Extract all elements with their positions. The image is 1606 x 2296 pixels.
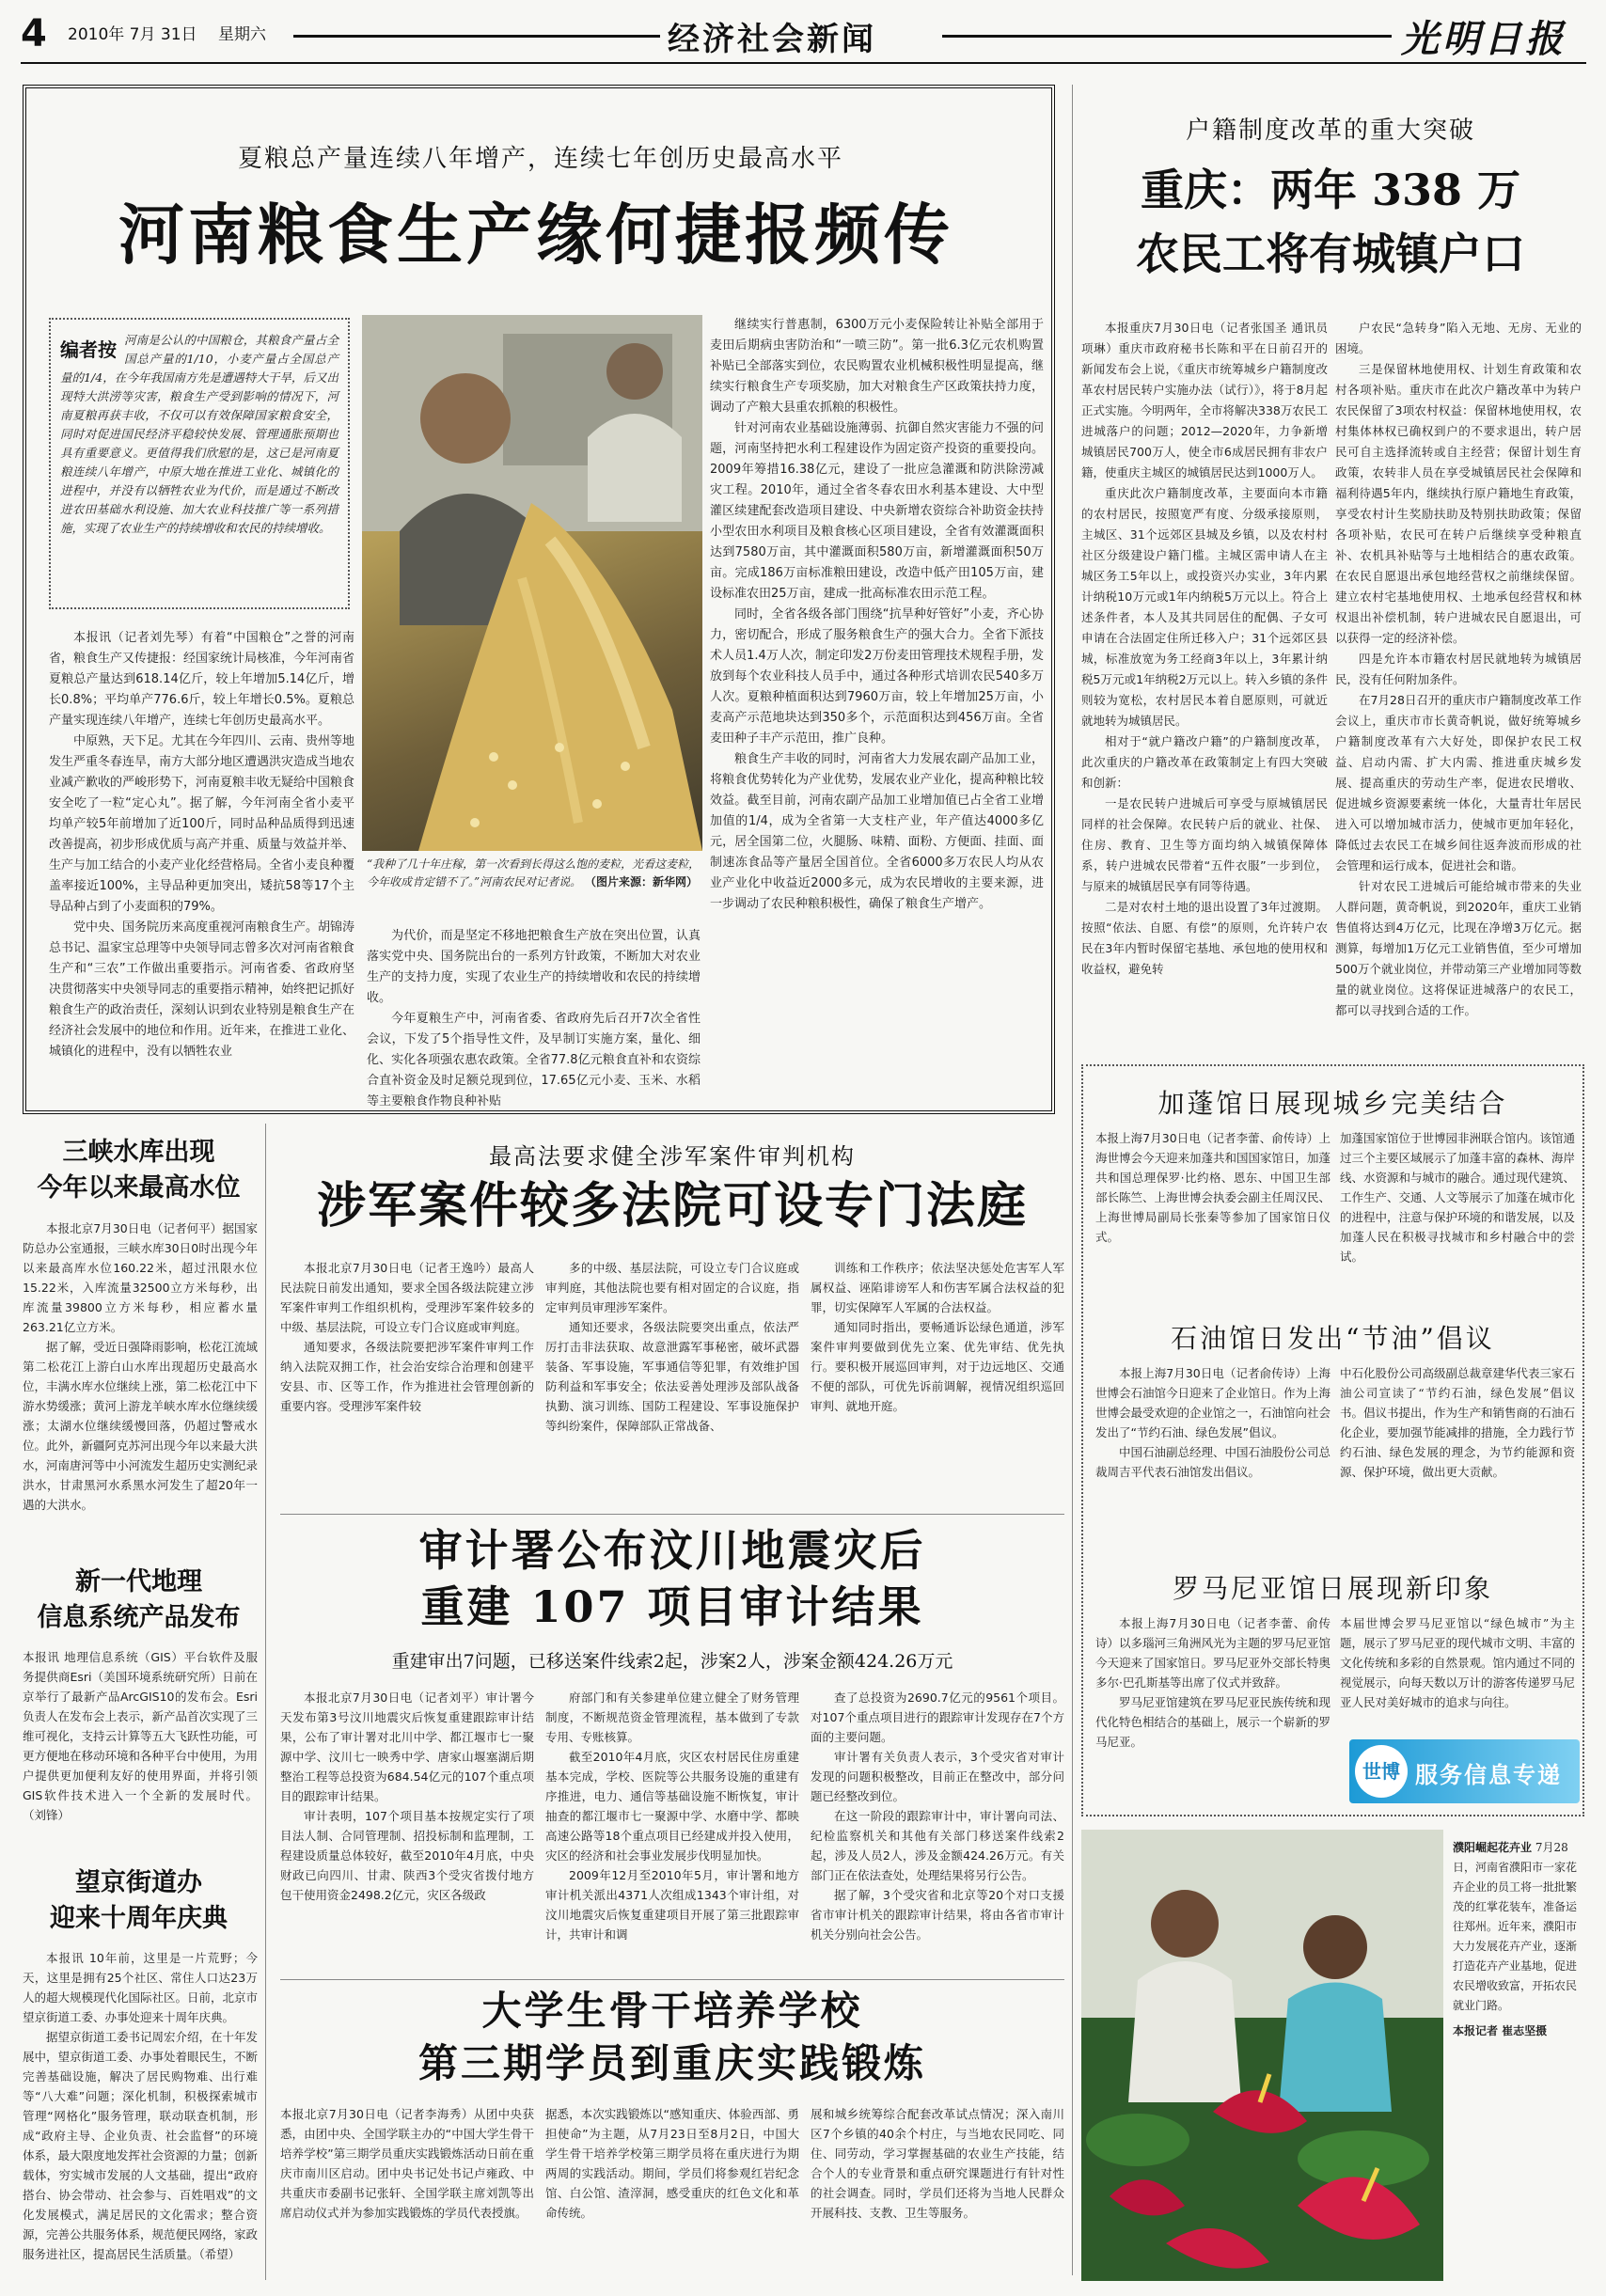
paragraph: 审计表明，107个项目基本按规定实行了项目法人制、合同管理制、招投标制和监理制，工程建设质量总体较好，截至2010年4月底，中央财政已向四川、甘肃、陕西3个受灾省拨付地方包干使用资金2498.2亿元，灾区各级政 xyxy=(280,1809,534,1902)
lead-photo-credit: （图片来源：新华网） xyxy=(584,875,698,889)
paragraph: 在7月28日召开的重庆市户籍制度改革工作会议上，重庆市市长黄奇帆说，做好统筹城乡户籍制度改革有六大好处，即保护农民工权益、启动内需、扩大内需、推进重庆城乡发展、提高重庆的劳动生产率，促进农民增收、促进城乡资源要素统一体化，大量青壮年居民进入可以增加城市活力，使城市更加年轻化，降低过去农民工在城乡间往返奔波而形成的社会管理和运行成本，促进社会和谐。 xyxy=(1335,693,1582,873)
sanxia-headline-2: 今年以来最高水位 xyxy=(37,1173,241,1203)
paragraph: 罗马尼亚馆建筑在罗马尼亚民族传统和现代化特色相结合的基础上，展示一个崭新的罗马尼亚。 xyxy=(1095,1695,1331,1749)
page-number: 4 xyxy=(21,12,47,55)
court-headline: 涉军案件较多法院可设专门法庭 xyxy=(316,1177,1028,1234)
flower-workers-illustration xyxy=(1081,1830,1443,2281)
chongqing-col-2 xyxy=(1335,318,1582,1044)
paragraph: 本报北京7月30日电（记者何平）据国家防总办公室通报，三峡水库30日0时出现今年以来最高库水位160.22米，超过汛限水位15.22米，入库流量32500立方米每秒，出库流量39800立方米每秒，相应蓄水量263.21亿立方米。 xyxy=(23,1221,258,1334)
paragraph: 相对于“就户籍改户籍”的户籍制度改革，此次重庆的户籍改革在政策制定上有四大突破和创新： xyxy=(1081,734,1328,790)
paragraph: 继续实行普惠制，6300万元小麦保险转让补贴全部用于麦田后期病虫害防治和“一喷三防”。第一批6.3亿元农机购置补贴已全部落实到位，农民购置农业机械积极性明显提高，继续实行粮食生产专项奖励，加大对粮食生产区政策扶持力度，调动了产粮大县重农抓粮的积极性。 xyxy=(710,318,1044,415)
flower-caption xyxy=(1453,1838,1584,2271)
chongqing-kicker: 户籍制度改革的重大突破 xyxy=(1185,117,1475,145)
audit-bottom-rule xyxy=(280,1979,1064,1980)
lead-col-2 xyxy=(367,926,701,1109)
paragraph: 中国石油副总经理、中国石油股份公司总裁周吉平代表石油馆发出倡议。 xyxy=(1095,1445,1331,1479)
lead-photo xyxy=(362,315,702,851)
expo-logo-icon xyxy=(1355,1745,1408,1798)
right-column-divider xyxy=(1072,85,1073,2275)
farmer-illustration xyxy=(362,315,702,851)
issue-date: 2010年 7月 31日 xyxy=(68,25,197,44)
paragraph: 本报讯 10年前，这里是一片荒野；今天，这里是拥有25个社区、常住人口达23万人的超大规模现代化国际社区。日前，北京市望京街道工委、办事处迎来十周年庆典。 xyxy=(23,1951,259,2024)
audit-col-3 xyxy=(811,1688,1064,1970)
paragraph: 二是对农村土地的退出设置了3年过渡期。按照“依法、自愿、有偿”的原则，允许转户农民在3年内暂时保留宅基地、承包地的使用权和收益权，避免转 xyxy=(1081,900,1328,976)
lead-kicker: 夏粮总产量连续八年增产，连续七年创历史最高水平 xyxy=(237,145,843,173)
students-headline-2: 第三期学员到重庆实践锻炼 xyxy=(417,2040,926,2086)
expo3-col-2: 本届世博会罗马尼亚馆以“绿色城市”为主题，展示了罗马尼亚的现代城市文明、丰富的文化传统和多彩的自然景观。馆内通过不同的视觉展示，向每天数以万计的游客传递罗马尼亚人民对美好城市的追求与向往。 xyxy=(1340,1616,1576,1709)
chongqing-headline-1: 重庆：两年 338 万 xyxy=(1140,165,1521,215)
students-col-2: 据悉，本次实践锻炼以“感知重庆、体验西部、勇担使命”为主题，从7月23日至8月2日，中国大学生骨干培养学校第三期学员将在重庆进行为期两周的实践活动。期间，学员们将参观红岩纪念馆、白公馆、渣滓洞，感受重庆的红色文化和革命传统。 xyxy=(545,2107,799,2220)
paragraph: 一是农民转户进城后可享受与原城镇居民同样的社会保障。农民转户后的就业、社保、住房、教育、卫生等方面均纳入城镇保障体系，转户进城农民带着“五件衣服”一步到位，与原来的城镇居民享有同等待遇。 xyxy=(1081,796,1328,893)
expo3-col-1 xyxy=(1095,1613,1330,1806)
chongqing-headline-2: 农民工将有城镇户口 xyxy=(1136,228,1525,279)
paragraph: 审计署有关负责人表示，3个受灾省对审计发现的问题积极整改，目前正在整改中，部分问题已经整改到位。 xyxy=(811,1750,1064,1803)
chongqing-col-1 xyxy=(1081,318,1328,1044)
lead-headline: 河南粮食生产缘何捷报频传 xyxy=(118,196,953,274)
expo1-col-1: 本报上海7月30日电（记者李蕾、俞传诗）上海世博会今天迎来加蓬共和国国家馆日，加蓬共和国总理保罗·比约格、恩东、中国卫生部部长陈竺、上海世博会执委会副主任周汉民、上海世博局副局长张秦等参加了国家馆日仪式。 xyxy=(1095,1131,1331,1244)
expo-promo-badge[interactable] xyxy=(1349,1739,1580,1803)
editor-note-label: 编者按 xyxy=(60,338,117,361)
gis-headline-1: 新一代地理 xyxy=(75,1567,202,1596)
students-col-3: 展和城乡统筹综合配套改革试点情况；深入南川区7个乡镇的40余个村庄，与当地农民同吃、同住、同劳动，学习掌握基础的农业生产技能，结合个人的专业背景和重点研究课题进行有针对性的社会调查。同时，学员们还将为当地人民群众开展科技、支教、卫生等服务。 xyxy=(811,2107,1064,2220)
paragraph: 粮食生产丰收的同时，河南省大力发展农副产品加工业，将粮食优势转化为产业优势，发展农业产业化，提高种粮比较效益。截至目前，河南农副产品加工业增加值已占全省工业增加值的1/4，成为全省第一大支柱产业，年产值达4000多亿元，居全国第二位，火腿肠、味精、面粉、方便面、挂面、面制速冻食品等产量居全国首位。全省6000多万农民人均从农业产业化中收益近2000多元，成为农民增收的主要来源，进一步调动了农民种粮积极性，确保了粮食生产增产。 xyxy=(710,752,1044,911)
paragraph: 通知同时指出，要畅通诉讼绿色通道，涉军案件审判要做到优先立案、优先审结、优先执行。要积极开展巡回审判，对于边远地区、交通不便的部队，可优先诉前调解，视情况组织巡回审判、就地开庭。 xyxy=(811,1320,1064,1413)
audit-headline-2: 重建 107 项目审计结果 xyxy=(420,1581,924,1632)
paragraph: 查了总投资为2690.7亿元的9561个项目。对107个重点项目进行的跟踪审计发现存在7个方面的主要问题。 xyxy=(811,1691,1064,1744)
editor-note-box xyxy=(49,318,350,609)
sanxia-body xyxy=(23,1219,258,1557)
court-col-1 xyxy=(280,1258,534,1502)
students-col-1: 本报北京7月30日电（记者李海秀）从团中央获悉，由团中央、全国学联主办的“中国大学生骨干培养学校”第三期学员重庆实践锻炼活动日前在重庆市南川区启动。团中央书记处书记卢雍政、中共重庆市委副书记张轩、全国学联主席刘凯等出席启动仪式并为参加实践锻炼的学员代表授旗。 xyxy=(280,2107,534,2220)
paragraph: 针对河南农业基础设施薄弱、抗御自然灾害能力不强的问题，河南坚持把水利工程建设作为固定资产投资的重要投向。2009年筹措16.38亿元，建设了一批应急灌溉和防洪除涝减灾工程。2010年，通过全省冬春农田水利基本建设、大中型灌区续建配套改造项目建设、中央新增农资综合补助资金扶持小型农田水利项目及粮食核心区项目建设，全省有效灌溉面积达到7580万亩，其中灌溉面积580万亩，新增灌溉面积50万亩。完成186万亩标准粮田建设，改造中低产田105万亩，建设标准农田25万亩，建成一批高标准农田示范工程。 xyxy=(710,421,1044,601)
paragraph: 四是允许本市籍农村居民就地转为城镇居民，没有任何附加条件。 xyxy=(1335,652,1582,686)
court-bottom-rule xyxy=(280,1514,1064,1515)
paragraph: 中原熟，天下足。尤其在今年四川、云南、贵州等地发生严重冬春连旱，南方大部分地区遭遇洪灾造成当地农业减产歉收的严峻形势下，河南夏粮丰收无疑给中国粮食安全吃了一粒“定心丸”。据了解，今年河南全省小麦平均单产较5年前增加了近100斤，同时品种品质得到迅速改善提高，初步形成优质与高产并重、质量与效益并举、生产与加工结合的小麦产业化经营格局。全省小麦良种覆盖率接近100%，主导品种更加突出，矮抗58等17个主导品种占到了小麦面积的79%。 xyxy=(49,734,355,914)
paragraph: 针对农民工进城后可能给城市带来的失业人群问题，黄奇帆说，到2020年，重庆工业销售值将达到4万亿元，比现在净增3万亿元。据测算，每增加1万亿元工业销售值，至少可增加500万个就业岗位，并带动第三产业增加同等数量的就业岗位。这将保证进城落户的农民工，都可以寻找到合适的工作。 xyxy=(1335,879,1582,1017)
expo-logo-text: 世博 xyxy=(1362,1760,1400,1783)
audit-col-2 xyxy=(545,1688,799,1970)
paragraph: 今年夏粮生产中，河南省委、省政府先后召开7次全省性会议，下发了5个指导性文件，及早制订实施方案，量化、细化、实化各项强农惠农政策。全省77.8亿元粮食直补和农资综合直补资金及时足额兑现到位，17.65亿元小麦、玉米、水稻等主要粮食作物良种补贴 xyxy=(367,1012,701,1109)
paragraph: 三是保留林地使用权、计划生育政策和农村各项补贴。重庆市在此次户籍改革中为转户农民保留了3项农村权益：保留林地使用权，农村集体林权已确权到户的不要求退出，转户居民可自主选择流转或自主经营；保留计划生育政策，农转非人员在享受城镇居民社会保障和福利待遇5年内，继续执行原户籍地生育政策，享受农村计生奖励扶助及特别扶助政策；保留各项补贴，农民可在转户后继续享受种粮直补、农机具补贴等与土地相结合的惠农政策。在农民自愿退出承包地经营权之前继续保留。建立农村宅基地使用权、土地承包经营权和林权退出补偿机制，转户进城农民自愿退出，可以获得一定的经济补偿。 xyxy=(1335,362,1582,645)
court-kicker: 最高法要求健全涉军案件审判机构 xyxy=(489,1143,856,1170)
flower-caption-text: 7月28日，河南省濮阳市一家花卉企业的员工将一批批繁茂的红掌花装车，准备运往郑州。近年来，濮阳市大力发展花卉产业，逐渐打造花卉产业基地，促进农民增收致富，开拓农民就业门路。 xyxy=(1453,1841,1578,2012)
audit-subhead: 重建审出7问题，已移送案件线索2起，涉案2人，涉案金额424.26万元 xyxy=(391,1651,953,1672)
lead-photo-caption-text: “我种了几十年庄稼，第一次看到长得这么饱的麦粒，光看这麦粒，今年收成肯定错不了。”河南农民对记者说。 xyxy=(367,857,701,889)
expo3-headline: 罗马尼亚馆日展现新印象 xyxy=(1172,1573,1493,1604)
paragraph: 本报重庆7月30日电（记者张国圣 通讯员项琳）重庆市政府秘书长陈和平在日前召开的新闻发布会上说，《重庆市统筹城乡户籍制度改革农村居民转户实施办法（试行）》，将于8月起正式实施。今明两年，全市将解决338万农民工进城落户的问题；2012—2020年，力争新增城镇居民700万人，使全市6成居民拥有非农户籍，使重庆主城区的城镇居民达到1000万人。 xyxy=(1081,321,1328,480)
wangjing-headline-2: 迎来十周年庆典 xyxy=(50,1904,228,1933)
lead-col-1 xyxy=(49,628,354,1103)
paragraph: 府部门和有关参建单位建立健全了财务管理制度，不断规范资金管理流程，基本做到了专款专用、专账核算。 xyxy=(545,1691,799,1744)
lead-photo-caption xyxy=(367,856,701,912)
paragraph: 通知要求，各级法院要把涉军案件审判工作纳入法院双拥工作，社会治安综合治理和创建平安县、市、区等工作，作为推进社会管理创新的重要内容。受理涉军案件较 xyxy=(280,1340,534,1413)
paragraph: 为代价，而是坚定不移地把粮食生产放在突出位置，认真落实党中央、国务院出台的一系列方针政策，不断加大对农业生产的支持力度，实现了农业生产的持续增收和农民的持续增收。 xyxy=(367,929,701,1005)
gis-body: 本报讯 地理信息系统（GIS）平台软件及服务提供商Esri（美国环境系统研究所）日前在京举行了最新产品ArcGIS10的发布会。Esri负责人在发布会上表示，新产品首次实现了三维可视化，支持云计算等五大飞跃性功能，可更方便地在移动环境和各种平台中使用，为用户提供更加便利友好的使用界面，并将引领GIS软件技术进入一个全新的发展时代。 （刘锋） xyxy=(23,1650,261,1822)
lead-col-3 xyxy=(710,315,1044,1105)
paragraph: 据了解，3个受灾省和北京等20个对口支援省市审计机关的跟踪审计结果，将由各省市审计机关分别向社会公告。 xyxy=(811,1888,1064,1942)
flower-photo xyxy=(1081,1830,1443,2281)
paragraph: 据了解，受近日强降雨影响，松花江流域第二松花江上游白山水库出现超历史最高水位，丰满水库水位继续上涨，第二松花江中下游水势缓涨；黄河上游龙羊峡水库水位继续缓涨；太湖水位继续缓慢回落，仍超过警戒水位。此外，新疆阿克苏河出现今年以来最大洪水，河南唐河等中小河流发生超历史实测纪录洪水，甘肃黑河水系黑水河发生了超20年一遇的大洪水。 xyxy=(23,1340,259,1512)
audit-col-1 xyxy=(280,1688,534,1970)
flower-credit: 本报记者 崔志坚摄 xyxy=(1453,2024,1548,2037)
expo-promo-label: 服务信息专递 xyxy=(1415,1762,1562,1788)
students-headline-1: 大学生骨干培养学校 xyxy=(481,1988,863,2034)
paragraph: 党中央、国务院历来高度重视河南粮食生产。胡锦涛总书记、温家宝总理等中央领导同志曾多次对河南省粮食生产和“三农”工作做出重要指示。河南省委、省政府坚决贯彻落实中央领导同志的重要指示精神，始终把记抓好粮食生产的政治责任，深刻认识到农业特别是粮食生产在经济社会发展中的地位和作用。近年来，在推进工业化、城镇化的进程中，没有以牺牲农业 xyxy=(49,920,355,1059)
paragraph: 本报讯（记者刘先琴）有着“中国粮仓”之誉的河南省，粮食生产又传捷报：经国家统计局核准，今年河南省夏粮总产量达到618.14亿斤，较上年增加5.14亿斤，增长0.8%；平均单产776.6斤，较上年增长0.5%。夏粮总产量实现连续八年增产，连续七年创历史最高水平。 xyxy=(49,631,355,728)
masthead-underline xyxy=(21,62,1586,64)
editor-note-text: 河南是公认的中国粮仓，其粮食产量占全国总产量的1/10，小麦产量占全国总产量的1/4，在今年我国南方先是遭遇特大干旱，后又出现特大洪涝等灾害，粮食生产受到影响的情况下，河南夏粮再获丰收，不仅可以有效保障国家粮食安全，同时对促进国民经济平稳较快发展、管理通胀预期也具有重要意义。更值得我们欣慰的是，这已是河南夏粮连续八年增产，中原大地在推进工业化、城镇化的进程中，并没有以牺牲农业为代价，而是通过不断改进农田基础水利设施、加大农业科技推广等一系列措施，实现了农业生产的持续增收和农民的持续增收。 xyxy=(60,333,339,535)
flower-caption-head: 濮阳崛起花卉业 xyxy=(1453,1841,1533,1854)
expo2-col-1 xyxy=(1095,1363,1330,1542)
sanxia-headline-1: 三峡水库出现 xyxy=(62,1138,215,1167)
paragraph: 本报北京7月30日电（记者刘平）审计署今天发布第3号汶川地震灾后恢复重建跟踪审计结果，公布了审计署对北川中学、都江堰市七一聚源中学、汶川七一映秀中学、唐家山堰塞湖后期整治工程等总投资为684.54亿元的107个重点项目的跟踪审计结果。 xyxy=(280,1691,534,1803)
paragraph: 训练和工作秩序；依法坚决惩处危害军人军属权益、诬陷诽谤军人和伤害军属合法权益的犯罪，切实保障军人军属的合法权益。 xyxy=(811,1261,1064,1314)
audit-headline-1: 审计署公布汶川地震灾后 xyxy=(418,1525,926,1576)
paragraph: 本报北京7月30日电（记者王逸吟）最高人民法院日前发出通知，要求全国各级法院建立涉军案件审判工作组织机构，受理涉军案件较多的中级、基层法院，可设立专门合议庭或审判庭。 xyxy=(280,1261,534,1334)
paragraph: 户农民“急转身”陷入无地、无房、无业的困境。 xyxy=(1335,321,1582,355)
expo1-col-2: 加蓬国家馆位于世博园非洲联合馆内。该馆通过三个主要区域展示了加蓬丰富的森林、海岸线、水资源和与城市的融合。通过现代建筑、工作生产、交通、人文等展示了加蓬在城市化的进程中，注意与保护环境的和谐发展，以及加蓬人民在积极寻找城市和乡村融合中的尝试。 xyxy=(1340,1131,1576,1264)
court-col-3 xyxy=(811,1258,1064,1502)
issue-weekday: 星期六 xyxy=(218,25,266,44)
expo2-col-2: 中石化股份公司高级副总裁章建华代表三家石油公司宣读了“节约石油，绿色发展”倡议书。倡议书提出，作为生产和销售商的石油石化企业，要加强节能减排的措施，全力践行节约石油、绿色发展的理念，为节约能源和资源、保护环境，做出更大贡献。 xyxy=(1340,1366,1576,1479)
paragraph: 多的中级、基层法院，可设立专门合议庭或审判庭，其他法院也要有相对固定的合议庭，指定审判员审理涉军案件。 xyxy=(545,1261,799,1314)
paragraph: 本报上海7月30日电（记者李蕾、俞传诗）以多瑙河三角洲风光为主题的罗马尼亚馆今天迎来了国家馆日。罗马尼亚外交部长特奥多尔·巴孔斯基等出席了仪式并致辞。 xyxy=(1095,1616,1331,1690)
wangjing-body xyxy=(23,1948,258,2282)
paragraph: 截至2010年4月底，灾区农村居民住房重建基本完成，学校、医院等公共服务设施的重建有序推进，电力、通信等基础设施不断恢复，审计抽查的都江堰市七一聚源中学、水磨中学、都映高速公路等18个重点项目已经建成并投入使用，灾区的经济和社会事业发展步伐明显加快。 xyxy=(545,1750,799,1863)
paragraph: 在这一阶段的跟踪审计中，审计署向司法、纪检监察机关和其他有关部门移送案件线索2起，涉及人员2人，涉及金额424.26万元。有关部门正在依法查处，处理结果将另行公告。 xyxy=(811,1809,1064,1882)
expo1-headline: 加蓬馆日展现城乡完美结合 xyxy=(1157,1088,1508,1119)
paragraph: 2009年12月至2010年5月，审计署和地方审计机关派出4371人次组成1343个审计组，对汶川地震灾后恢复重建项目开展了第三批跟踪审计，共审计和调 xyxy=(545,1868,799,1942)
paragraph: 据望京街道工委书记周宏介绍，在十年发展中，望京街道工委、办事处着眼民生，不断完善基础设施，解决了居民购物难、出行难等“八大难”问题；深化机制，积极探索城市管理“网格化”服务管理，联动联查机制，形成“政府主导、企业负责、社会监督”的环境体系，最大限度地发挥社会资源的力量；创新载体，穷实城市发展的人文基础，提出“政府搭台、协会带动、社会参与、百姓唱戏”的文化发展模式，满足居民的文化需求；整合资源，完善公共服务体系，规范便民网络，家政服务进社区，提高居民生活质量。（希望） xyxy=(23,2030,259,2261)
court-col-2 xyxy=(545,1258,799,1502)
section-title: 经济社会新闻 xyxy=(668,21,876,58)
paragraph: 同时，全省各级各部门围绕“抗旱种好管好”小麦，齐心协力，密切配合，形成了服务粮食生产的强大合力。全省下派技术人员1.4万人次，制定印发2万份麦田管理技术规程手册，发放到每个农业科技人员手中，通过各种形式培训农民540多万人次。夏粮种植面积达到7960万亩，较上年增加25万亩，小麦高产示范地块达到350多个，示范面积达到456万亩。全省麦田种子丰产示范田，推广良种。 xyxy=(710,607,1044,746)
expo2-headline: 石油馆日发出“节油”倡议 xyxy=(1171,1323,1495,1354)
masthead-rule-left xyxy=(293,35,660,38)
paragraph: 本报上海7月30日电（记者俞传诗）上海世博会石油馆今日迎来了企业馆日。作为上海世博会最受欢迎的企业馆之一，石油馆向社会发出了“节约石油、绿色发展”倡议。 xyxy=(1095,1366,1331,1439)
paper-name: 光明日报 xyxy=(1401,17,1567,61)
gis-headline-2: 信息系统产品发布 xyxy=(37,1603,241,1632)
wangjing-headline-1: 望京街道办 xyxy=(75,1868,202,1897)
paragraph: 重庆此次户籍制度改革，主要面向本市籍的农村居民，按照宽严有度、分级承接原则，主城区、31个远郊区县城及乡镇，以及农村村社区分级建设户籍门槛。主城区需申请人在主城区务工5年以上，或投资兴办实业，3年内累计纳税10万元或1年内纳税5万元以上。符合上述条件者，本人及其共同居住的配偶、子女可申请在合法固定住所迁移入户；31个远郊区县城，标准放宽为务工经商3年以上，3年累计纳税5万元或1年纳税2万元以上。转入乡镇的条件则较为宽松，农村居民本着自愿原则，可就近就地转为城镇居民。 xyxy=(1081,486,1328,728)
paragraph: 通知还要求，各级法院要突出重点，依法严厉打击非法获取、故意泄露军事秘密，破坏武器装备、军事设施，军事通信等犯罪，有效维护国防利益和军事安全；依法妥善处理涉及部队战备执勤、演习训练、国防工程建设、军事设施保护等纠纷案件，保障部队正常战备、 xyxy=(545,1320,799,1433)
masthead-rule-right xyxy=(942,35,1392,38)
masthead xyxy=(0,0,1606,68)
left-column-divider xyxy=(265,1124,266,2280)
